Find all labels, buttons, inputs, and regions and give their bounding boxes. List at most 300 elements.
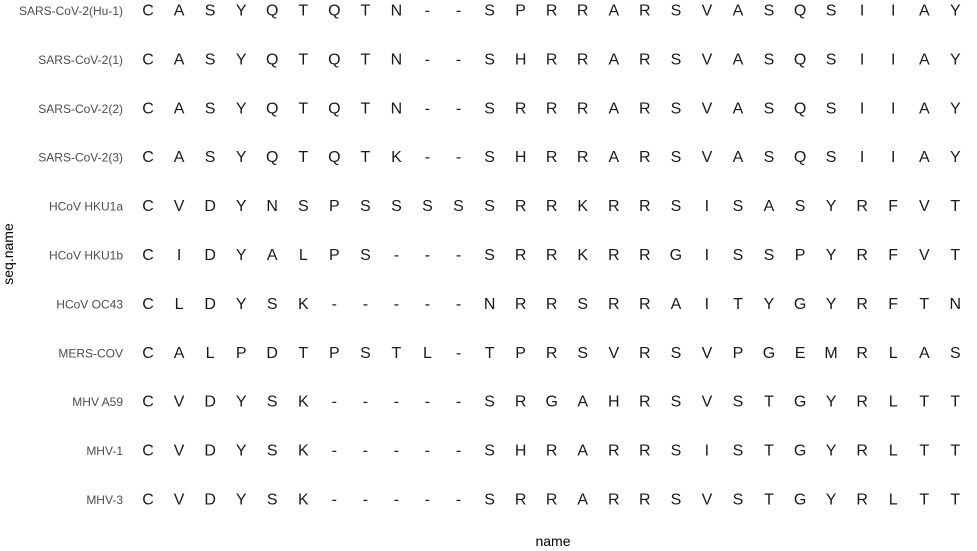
residue-cell: - bbox=[362, 295, 369, 313]
residue-cell: R bbox=[608, 198, 620, 216]
residue-cell: A bbox=[608, 2, 620, 20]
residue-cell: R bbox=[639, 149, 651, 167]
residue-cell: R bbox=[545, 100, 558, 118]
residue-cell: S bbox=[484, 51, 495, 69]
residue-cell: - bbox=[393, 442, 400, 460]
residue-cell: - bbox=[393, 247, 400, 264]
row-label: SARS-CoV-2(Hu-1) bbox=[18, 4, 123, 18]
residue-cell: S bbox=[577, 295, 589, 313]
residue-cell: C bbox=[142, 198, 154, 216]
row-label: MHV-3 bbox=[86, 493, 123, 507]
residue-cell: T bbox=[919, 442, 930, 460]
residue-cell: C bbox=[142, 149, 154, 167]
residue-cell: Y bbox=[235, 198, 247, 216]
residue-cell: S bbox=[670, 100, 682, 118]
residue-cell: R bbox=[514, 198, 527, 216]
residue-cell: Y bbox=[235, 442, 247, 460]
residue-cell: P bbox=[732, 344, 744, 362]
residue-cell: T bbox=[950, 198, 961, 216]
residue-cell: H bbox=[514, 149, 527, 167]
residue-cell: R bbox=[576, 149, 589, 167]
residue-cell: I bbox=[890, 149, 896, 167]
residue-cell: T bbox=[764, 442, 774, 460]
residue-cell: A bbox=[173, 2, 185, 20]
residue-cell: G bbox=[669, 247, 683, 264]
residue-cell: A bbox=[918, 344, 930, 362]
residue-cell: - bbox=[424, 51, 431, 69]
residue-cell: Y bbox=[763, 295, 775, 313]
residue-cell: - bbox=[393, 295, 400, 313]
residue-cell: Y bbox=[825, 247, 837, 264]
residue-cell: N bbox=[390, 51, 403, 69]
residue-cell: S bbox=[266, 393, 278, 411]
residue-cell: Y bbox=[825, 198, 837, 216]
residue-cell: H bbox=[514, 51, 527, 69]
residue-cell: E bbox=[794, 344, 806, 362]
residue-cell: T bbox=[950, 491, 961, 509]
residue-cell: I bbox=[176, 247, 182, 264]
residue-cell: S bbox=[484, 149, 495, 167]
residue-cell: L bbox=[888, 442, 898, 460]
residue-cell: - bbox=[331, 393, 337, 411]
residue-cell: D bbox=[204, 247, 216, 264]
residue-cell: T bbox=[733, 295, 743, 313]
residue-cell: - bbox=[455, 344, 462, 362]
residue-cell: R bbox=[856, 491, 868, 509]
row-labels bbox=[19, 4, 123, 507]
residue-cell: S bbox=[453, 198, 464, 216]
residue-cell: A bbox=[918, 149, 930, 167]
residue-cell: V bbox=[701, 2, 713, 20]
residue-cell: S bbox=[484, 393, 495, 411]
residue-cell: R bbox=[639, 295, 651, 313]
residue-cell: Y bbox=[825, 393, 837, 411]
residue-cell: S bbox=[763, 149, 775, 167]
residue-cell: I bbox=[704, 247, 710, 264]
residue-cell: R bbox=[608, 295, 620, 313]
residue-cell: R bbox=[639, 491, 651, 509]
residue-cell: T bbox=[919, 491, 930, 509]
residue-cell: I bbox=[704, 442, 710, 460]
residue-cell: R bbox=[514, 247, 527, 264]
residue-cell: R bbox=[576, 51, 589, 69]
residue-cell: S bbox=[825, 149, 837, 167]
residue-cell: S bbox=[670, 442, 682, 460]
row-label: MHV-1 bbox=[86, 444, 123, 459]
residue-cell: R bbox=[856, 393, 868, 411]
residue-cell: - bbox=[424, 2, 431, 20]
residue-cell: S bbox=[670, 344, 682, 362]
residue-cell: R bbox=[545, 2, 558, 20]
residue-cell: T bbox=[298, 2, 309, 20]
residue-cell: Y bbox=[949, 100, 961, 118]
residue-cell: V bbox=[173, 442, 185, 460]
residue-cell: Y bbox=[235, 100, 247, 118]
residue-cell: K bbox=[577, 247, 589, 264]
residue-cell: Y bbox=[235, 247, 247, 264]
residue-cell: N bbox=[949, 295, 962, 313]
residue-cell: C bbox=[142, 51, 154, 69]
residue-cell: G bbox=[545, 393, 558, 411]
residue-cell: R bbox=[639, 51, 651, 69]
residue-cell: A bbox=[732, 100, 744, 118]
residue-cell: N bbox=[390, 100, 403, 118]
residue-cell: V bbox=[173, 198, 185, 216]
residue-cell: D bbox=[204, 295, 216, 313]
residue-cell: K bbox=[297, 442, 309, 460]
row-label: MHV A59 bbox=[72, 395, 123, 410]
residue-cell: T bbox=[298, 100, 309, 118]
residue-cell: T bbox=[360, 149, 371, 167]
residue-cell: A bbox=[173, 344, 185, 362]
residue-cell: C bbox=[142, 491, 154, 509]
residue-grid bbox=[142, 3, 961, 509]
residue-cell: F bbox=[888, 295, 899, 313]
residue-cell: R bbox=[639, 442, 651, 460]
residue-cell: S bbox=[670, 198, 682, 216]
residue-cell: S bbox=[794, 198, 806, 216]
residue-cell: I bbox=[890, 51, 896, 69]
residue-cell: T bbox=[298, 149, 309, 167]
residue-cell: Q bbox=[793, 100, 807, 118]
residue-cell: G bbox=[793, 295, 807, 313]
residue-cell: T bbox=[950, 247, 961, 264]
residue-cell: C bbox=[142, 295, 154, 313]
residue-cell: L bbox=[174, 295, 184, 313]
residue-cell: V bbox=[608, 344, 620, 362]
residue-cell: R bbox=[576, 2, 589, 20]
residue-cell: Q bbox=[265, 2, 279, 20]
residue-cell: Q bbox=[793, 51, 807, 69]
residue-cell: A bbox=[732, 149, 744, 167]
residue-cell: A bbox=[763, 198, 775, 216]
residue-cell: R bbox=[514, 393, 527, 411]
residue-cell: F bbox=[888, 198, 899, 216]
residue-cell: Y bbox=[949, 2, 961, 20]
residue-cell: R bbox=[514, 295, 527, 313]
residue-cell: S bbox=[670, 51, 682, 69]
residue-cell: - bbox=[362, 442, 369, 460]
residue-cell: I bbox=[859, 100, 865, 118]
residue-cell: S bbox=[825, 2, 837, 20]
residue-cell: I bbox=[859, 2, 865, 20]
residue-cell: Y bbox=[235, 2, 247, 20]
residue-cell: - bbox=[455, 100, 462, 118]
residue-cell: A bbox=[918, 51, 930, 69]
residue-cell: S bbox=[484, 491, 495, 509]
residue-cell: R bbox=[545, 344, 558, 362]
residue-cell: S bbox=[825, 100, 837, 118]
residue-cell: S bbox=[204, 149, 216, 167]
residue-cell: - bbox=[362, 393, 369, 411]
residue-cell: R bbox=[856, 442, 868, 460]
residue-cell: L bbox=[205, 344, 215, 362]
residue-cell: S bbox=[732, 393, 744, 411]
residue-cell: - bbox=[362, 491, 369, 509]
x-axis-title: name bbox=[535, 533, 571, 549]
residue-cell: - bbox=[455, 491, 462, 509]
residue-cell: A bbox=[173, 149, 185, 167]
residue-cell: K bbox=[391, 149, 402, 167]
residue-cell: Y bbox=[825, 295, 837, 313]
residue-cell: S bbox=[763, 100, 775, 118]
residue-cell: D bbox=[204, 442, 216, 460]
residue-cell: R bbox=[545, 247, 558, 264]
residue-cell: R bbox=[608, 442, 620, 460]
residue-cell: A bbox=[732, 2, 744, 20]
residue-cell: T bbox=[950, 442, 961, 460]
residue-cell: L bbox=[888, 344, 898, 362]
residue-cell: D bbox=[204, 393, 216, 411]
residue-cell: A bbox=[732, 51, 744, 69]
residue-cell: A bbox=[173, 100, 185, 118]
residue-cell: S bbox=[670, 2, 682, 20]
residue-cell: A bbox=[577, 442, 589, 460]
residue-cell: T bbox=[950, 393, 961, 411]
residue-cell: A bbox=[608, 100, 620, 118]
residue-cell: D bbox=[204, 198, 216, 216]
residue-cell: V bbox=[918, 198, 930, 216]
residue-cell: S bbox=[204, 51, 216, 69]
residue-cell: T bbox=[360, 2, 371, 20]
residue-cell: V bbox=[701, 149, 713, 167]
residue-cell: T bbox=[919, 393, 930, 411]
residue-cell: V bbox=[173, 491, 185, 509]
residue-cell: I bbox=[704, 295, 710, 313]
row-label: HCoV HKU1a bbox=[48, 199, 123, 214]
residue-cell: V bbox=[701, 491, 713, 509]
residue-cell: - bbox=[455, 2, 462, 20]
residue-cell: C bbox=[142, 344, 154, 362]
residue-cell: S bbox=[763, 51, 775, 69]
residue-cell: Q bbox=[265, 100, 279, 118]
residue-cell: C bbox=[142, 442, 154, 460]
residue-cell: R bbox=[856, 344, 868, 362]
residue-cell: S bbox=[484, 198, 495, 216]
residue-cell: - bbox=[424, 442, 431, 460]
residue-cell: T bbox=[484, 344, 495, 362]
residue-cell: H bbox=[608, 393, 620, 411]
residue-cell: G bbox=[762, 344, 776, 362]
residue-cell: D bbox=[204, 491, 216, 509]
residue-cell: Y bbox=[949, 51, 961, 69]
residue-cell: V bbox=[701, 344, 713, 362]
residue-cell: N bbox=[390, 2, 403, 20]
residue-cell: S bbox=[732, 198, 744, 216]
row-label: SARS-CoV-2(1) bbox=[38, 52, 123, 67]
residue-cell: T bbox=[764, 491, 774, 509]
residue-cell: P bbox=[235, 344, 247, 362]
residue-cell: P bbox=[515, 2, 526, 20]
y-axis-title: seq.name bbox=[0, 223, 16, 285]
residue-cell: G bbox=[793, 491, 807, 509]
residue-cell: S bbox=[670, 491, 682, 509]
residue-cell: S bbox=[204, 100, 216, 118]
residue-cell: C bbox=[142, 247, 154, 264]
residue-cell: L bbox=[298, 247, 308, 264]
residue-cell: P bbox=[515, 344, 526, 362]
residue-cell: C bbox=[142, 2, 154, 20]
residue-cell: - bbox=[455, 51, 462, 69]
residue-cell: A bbox=[670, 295, 682, 313]
residue-cell: A bbox=[266, 247, 278, 264]
residue-cell: R bbox=[856, 198, 868, 216]
residue-cell: Y bbox=[949, 149, 961, 167]
residue-cell: - bbox=[424, 295, 431, 313]
residue-cell: - bbox=[455, 393, 462, 411]
residue-cell: R bbox=[639, 393, 651, 411]
residue-cell: R bbox=[856, 295, 868, 313]
residue-cell: T bbox=[298, 344, 309, 362]
residue-cell: K bbox=[297, 491, 309, 509]
residue-cell: A bbox=[577, 393, 589, 411]
residue-cell: V bbox=[701, 100, 713, 118]
residue-cell: R bbox=[545, 198, 558, 216]
residue-cell: - bbox=[424, 100, 431, 118]
residue-cell: - bbox=[455, 247, 462, 264]
residue-cell: R bbox=[545, 51, 558, 69]
residue-cell: R bbox=[639, 198, 651, 216]
residue-cell: R bbox=[639, 247, 651, 264]
residue-cell: - bbox=[455, 149, 462, 167]
residue-cell: K bbox=[297, 393, 309, 411]
residue-cell: S bbox=[297, 198, 309, 216]
residue-cell: T bbox=[360, 51, 371, 69]
residue-cell: S bbox=[266, 491, 278, 509]
residue-cell: C bbox=[142, 393, 154, 411]
row-label: HCoV OC43 bbox=[56, 297, 123, 312]
residue-cell: Q bbox=[328, 100, 341, 118]
residue-cell: A bbox=[173, 51, 185, 69]
residue-cell: T bbox=[919, 295, 930, 313]
residue-cell: Q bbox=[328, 51, 341, 69]
residue-cell: S bbox=[204, 2, 216, 20]
residue-cell: S bbox=[360, 198, 371, 216]
residue-cell: R bbox=[608, 247, 620, 264]
residue-cell: N bbox=[483, 295, 496, 313]
residue-cell: D bbox=[266, 344, 278, 362]
residue-cell: T bbox=[360, 100, 371, 118]
residue-cell: A bbox=[918, 2, 930, 20]
residue-cell: F bbox=[888, 247, 899, 264]
residue-cell: R bbox=[639, 344, 651, 362]
residue-cell: V bbox=[701, 393, 713, 411]
residue-cell: R bbox=[608, 491, 620, 509]
residue-cell: - bbox=[331, 442, 337, 460]
residue-cell: S bbox=[577, 344, 589, 362]
residue-cell: S bbox=[484, 2, 495, 20]
row-label: HCoV HKU1b bbox=[48, 248, 123, 263]
residue-cell: V bbox=[918, 247, 930, 264]
residue-cell: L bbox=[422, 344, 432, 362]
residue-cell: R bbox=[639, 100, 651, 118]
residue-cell: R bbox=[545, 149, 558, 167]
residue-cell: Y bbox=[825, 491, 837, 509]
residue-cell: - bbox=[424, 393, 431, 411]
residue-cell: P bbox=[328, 198, 340, 216]
residue-cell: A bbox=[608, 51, 620, 69]
residue-cell: S bbox=[484, 442, 495, 460]
residue-cell: K bbox=[577, 198, 589, 216]
residue-cell: S bbox=[763, 247, 775, 264]
residue-cell: S bbox=[266, 442, 278, 460]
residue-cell: G bbox=[793, 393, 807, 411]
residue-cell: S bbox=[484, 247, 495, 264]
residue-cell: - bbox=[424, 149, 431, 167]
row-label: SARS-CoV-2(3) bbox=[38, 150, 123, 165]
residue-cell: I bbox=[859, 149, 865, 167]
residue-cell: S bbox=[391, 198, 402, 216]
residue-cell: R bbox=[639, 2, 651, 20]
residue-cell: G bbox=[793, 442, 807, 460]
residue-cell: I bbox=[890, 2, 896, 20]
residue-cell: C bbox=[142, 100, 154, 118]
residue-cell: H bbox=[514, 442, 527, 460]
residue-cell: S bbox=[763, 2, 775, 20]
residue-cell: Y bbox=[235, 149, 247, 167]
residue-cell: - bbox=[331, 491, 337, 509]
residue-cell: A bbox=[577, 491, 589, 509]
residue-cell: L bbox=[888, 491, 898, 509]
residue-cell: R bbox=[856, 247, 868, 264]
residue-cell: P bbox=[328, 247, 340, 264]
residue-cell: - bbox=[331, 295, 337, 313]
row-label: MERS-COV bbox=[58, 346, 123, 361]
residue-cell: P bbox=[328, 344, 340, 362]
residue-cell: S bbox=[670, 149, 682, 167]
residue-cell: S bbox=[732, 442, 744, 460]
residue-cell: - bbox=[455, 295, 462, 313]
residue-cell: Q bbox=[328, 149, 341, 167]
residue-cell: R bbox=[514, 100, 527, 118]
residue-cell: A bbox=[608, 149, 620, 167]
residue-cell: - bbox=[393, 393, 400, 411]
residue-cell: S bbox=[670, 393, 682, 411]
residue-cell: K bbox=[297, 295, 309, 313]
residue-cell: Y bbox=[825, 442, 837, 460]
residue-cell: Y bbox=[235, 393, 247, 411]
residue-cell: A bbox=[918, 100, 930, 118]
residue-cell: Q bbox=[793, 2, 807, 20]
residue-cell: S bbox=[360, 247, 371, 264]
residue-cell: S bbox=[949, 344, 961, 362]
residue-cell: - bbox=[424, 491, 431, 509]
residue-cell: L bbox=[888, 393, 898, 411]
residue-cell: P bbox=[794, 247, 806, 264]
residue-cell: R bbox=[545, 491, 558, 509]
residue-cell: Y bbox=[235, 51, 247, 69]
residue-cell: T bbox=[764, 393, 774, 411]
residue-cell: S bbox=[266, 295, 278, 313]
residue-cell: T bbox=[391, 344, 402, 362]
residue-cell: S bbox=[732, 491, 744, 509]
residue-cell: - bbox=[455, 442, 462, 460]
residue-cell: N bbox=[266, 198, 278, 216]
residue-cell: S bbox=[732, 247, 744, 264]
residue-cell: M bbox=[824, 344, 838, 362]
residue-cell: Q bbox=[265, 51, 279, 69]
residue-cell: R bbox=[545, 442, 558, 460]
residue-cell: R bbox=[576, 100, 589, 118]
residue-cell: S bbox=[360, 344, 371, 362]
row-label: SARS-CoV-2(2) bbox=[38, 101, 123, 116]
residue-cell: R bbox=[545, 295, 558, 313]
residue-cell: V bbox=[173, 393, 185, 411]
residue-cell: R bbox=[514, 491, 527, 509]
residue-cell: Y bbox=[235, 491, 247, 509]
residue-cell: Q bbox=[328, 2, 341, 20]
residue-cell: - bbox=[424, 247, 431, 264]
